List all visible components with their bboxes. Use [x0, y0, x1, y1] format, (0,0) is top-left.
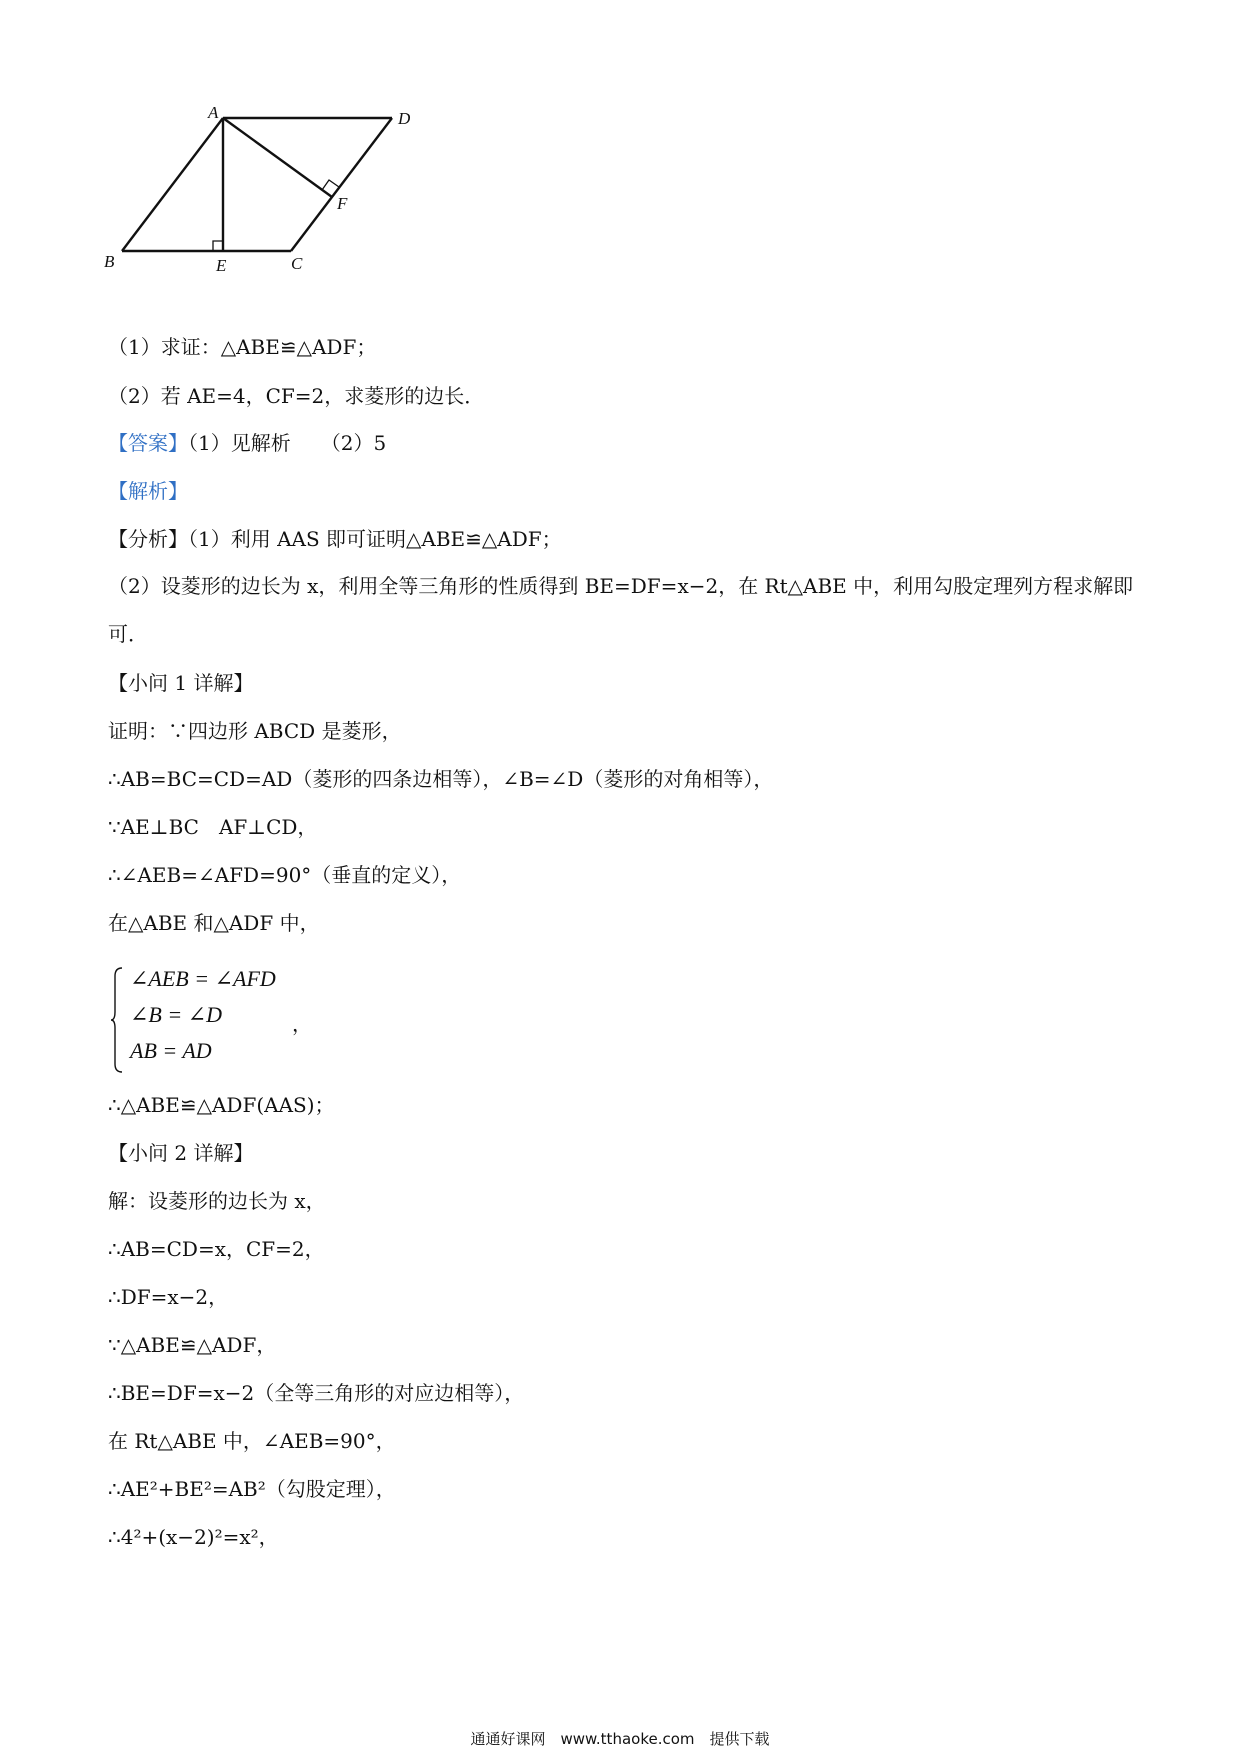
part2-line-5: ∴BE=DF=x−2（全等三角形的对应边相等），	[108, 1381, 525, 1405]
answer-line	[108, 428, 386, 458]
part1-conclusion: ∴△ABE≌△ADF(AAS)；	[108, 1093, 335, 1117]
part2-line-2: ∴AB=CD=x，CF=2，	[108, 1237, 325, 1261]
left-brace-icon	[110, 966, 124, 1074]
system-row-1: ∠AEB = ∠AFD	[130, 966, 276, 991]
part2-line-4: ∵△ABE≌△ADF，	[108, 1333, 277, 1357]
part2-line-7: ∴AE²+BE²=AB²（勾股定理），	[108, 1477, 396, 1501]
segment-DC	[291, 118, 392, 251]
analysis-summary-2: （2）设菱形的边长为 x，利用全等三角形的性质得到 BE=DF=x−2，在 Rt△ABE 中，利用勾股定理列方程求解即可．	[108, 574, 1134, 646]
point-label-B: B	[104, 252, 115, 271]
point-label-D: D	[398, 109, 411, 128]
part1-line-1: 证明：∵四边形 ABCD 是菱形，	[108, 719, 402, 743]
part2-line-6: 在 Rt△ABE 中，∠AEB=90°，	[108, 1429, 396, 1453]
part2-line-1: 解：设菱形的边长为 x，	[108, 1189, 326, 1213]
part2-title: 【小问 2 详解】	[108, 1141, 254, 1165]
right-angle-mark-E	[213, 241, 223, 251]
segment-AF	[223, 118, 332, 197]
system-row-2: ∠B = ∠D	[130, 1002, 223, 1027]
analysis-tag: 【解析】	[108, 479, 188, 503]
question-part-2: （2）若 AE=4，CF=2，求菱形的边长．	[108, 384, 485, 408]
system-comma: ，	[292, 1012, 312, 1036]
answer-text: （1）见解析 （2）5	[188, 431, 387, 455]
point-label-C: C	[291, 254, 303, 273]
part1-line-2: ∴AB=BC=CD=AD（菱形的四条边相等），∠B=∠D（菱形的对角相等），	[108, 767, 774, 791]
segment-BA	[122, 118, 223, 251]
rhombus-figure	[104, 103, 468, 306]
part2-line-3: ∴DF=x−2，	[108, 1285, 229, 1309]
part1-line-5: 在△ABE 和△ADF 中，	[108, 911, 320, 935]
part2-line-8: ∴4²+(x−2)²=x²，	[108, 1525, 279, 1549]
rhombus-diagram	[104, 103, 468, 306]
question-part-1: （1）求证：△ABE≌△ADF；	[108, 335, 377, 359]
point-label-E: E	[216, 256, 227, 275]
part1-line-3: ∵AE⊥BC AF⊥CD，	[108, 815, 318, 839]
point-label-A: A	[208, 103, 219, 122]
part1-line-4: ∴∠AEB=∠AFD=90°（垂直的定义），	[108, 863, 462, 887]
part1-title: 【小问 1 详解】	[108, 671, 254, 695]
system-row-3: AB = AD	[130, 1038, 212, 1063]
right-angle-mark-F	[322, 180, 339, 190]
analysis-summary: 【分析】（1）利用 AAS 即可证明△ABE≌△ADF；	[108, 527, 562, 551]
footer-watermark: 通通好课网 www.tthaoke.com 提供下载	[470, 1730, 770, 1748]
equation-system	[110, 966, 320, 1074]
point-label-F: F	[337, 194, 348, 213]
answer-tag: 【答案】	[108, 431, 188, 455]
